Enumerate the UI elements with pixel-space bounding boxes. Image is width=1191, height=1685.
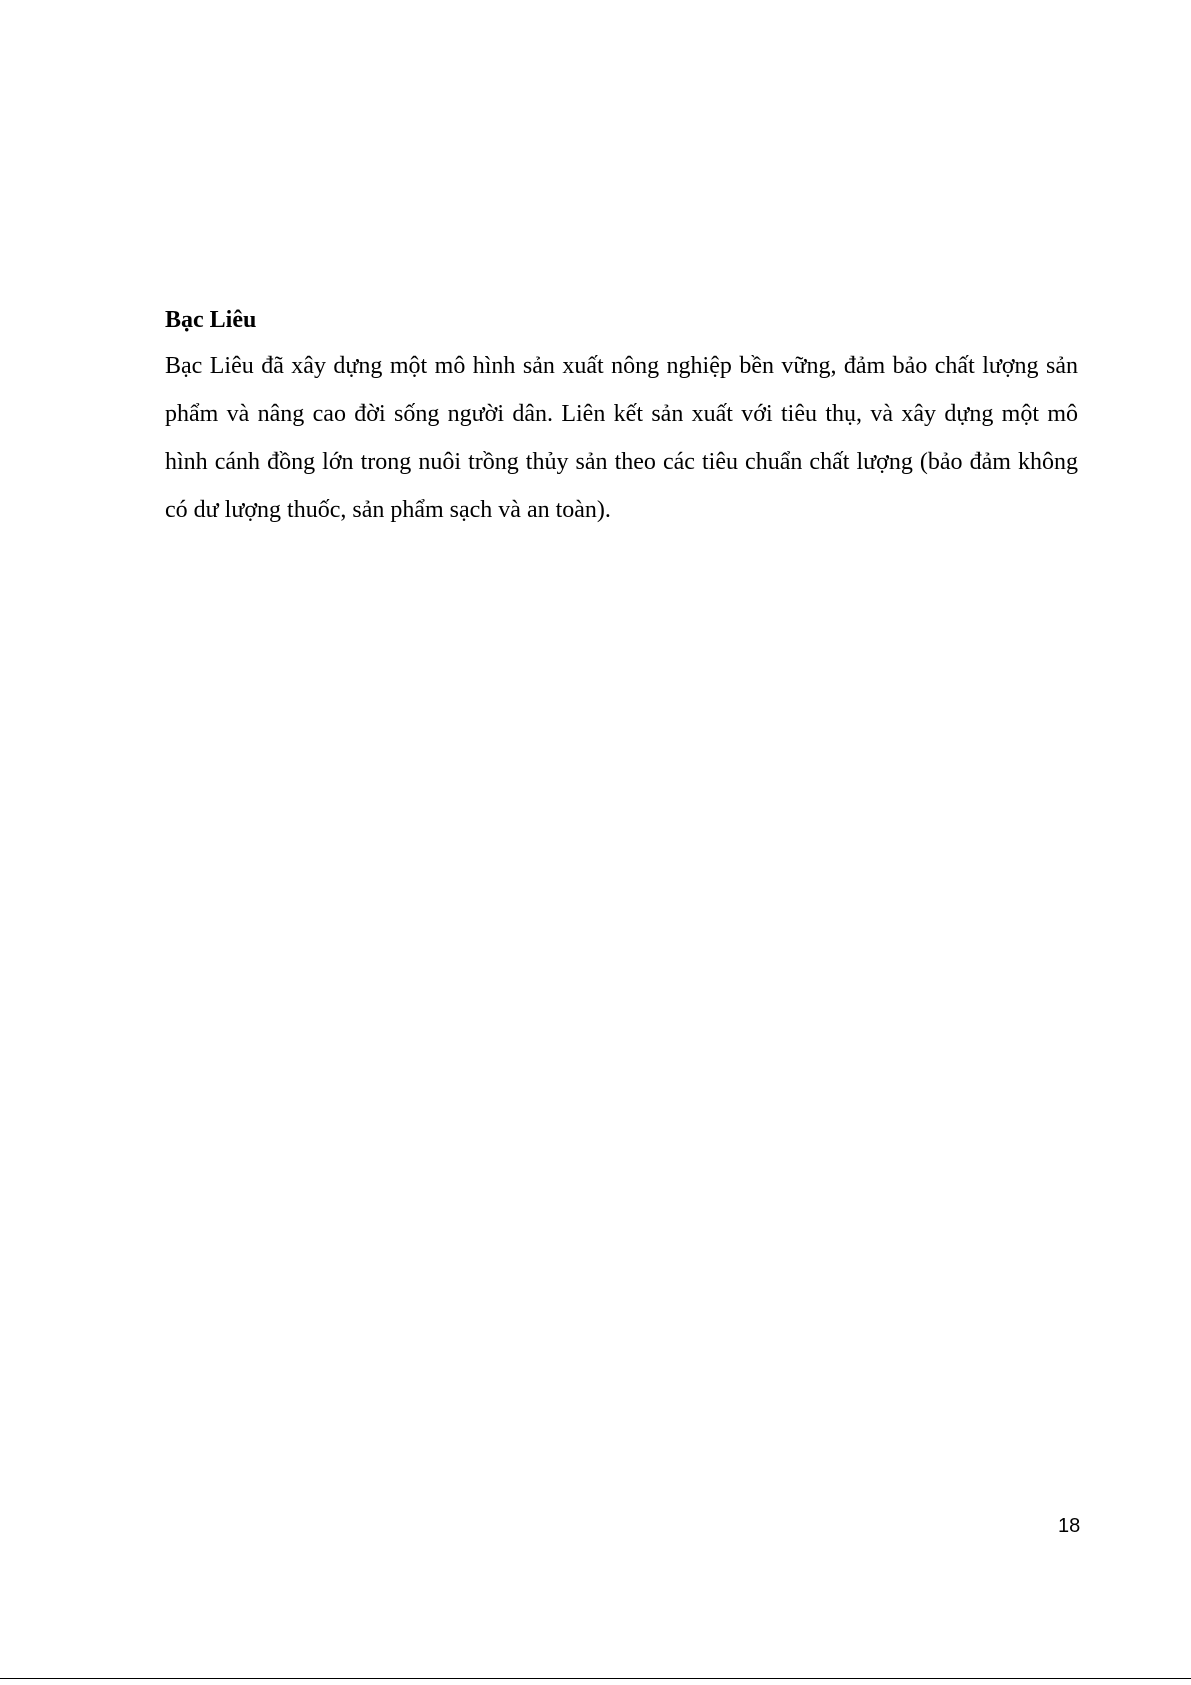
body-paragraph: Bạc Liêu đã xây dựng một mô hình sản xuất nông nghiệp bền vững, đảm bảo chất lượng sản phẩm và nâng cao đời sống người dân. Liên kết sản xuất với tiêu thụ, và xây dựng một mô hình cánh đồng lớn trong nuôi trồng thủy sản theo các tiêu chuẩn chất lượng (bảo đảm không có dư lượng thuốc, sản phẩm sạch và an toàn).: [165, 353, 1078, 523]
page-content: [165, 300, 1078, 534]
page-number: 18: [1058, 1515, 1081, 1537]
page-bottom-rule: [0, 1678, 1191, 1679]
section-heading: Bạc Liêu: [165, 307, 257, 333]
